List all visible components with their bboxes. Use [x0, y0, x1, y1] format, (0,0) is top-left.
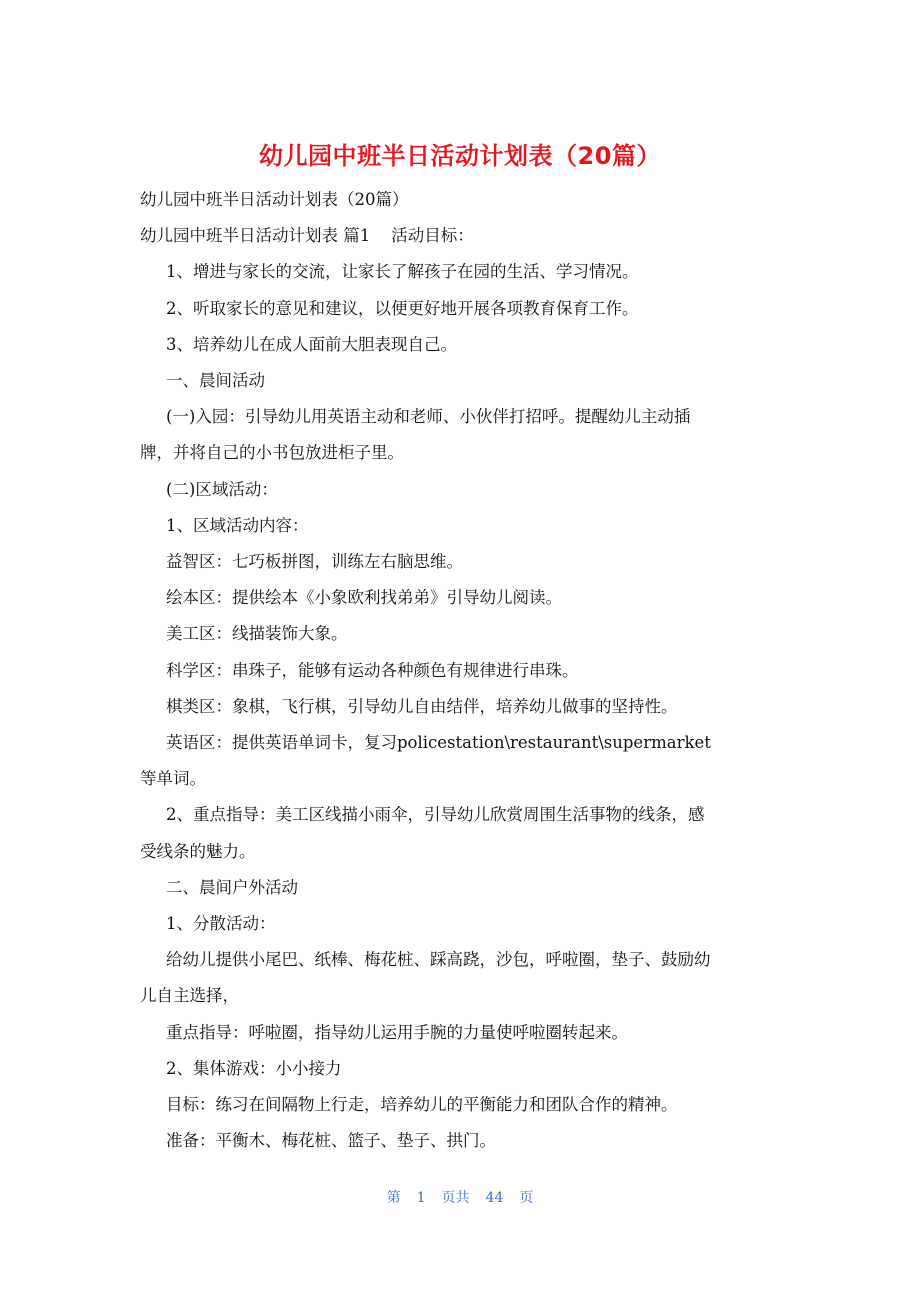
text-line: 幼儿园中班半日活动计划表 篇1 活动目标： — [140, 226, 474, 246]
text-line: 牌，并将自己的小书包放进柜子里。 — [140, 443, 404, 463]
text-line: 2、集体游戏：小小接力 — [166, 1058, 342, 1078]
text-line: 英语区：提供英语单词卡，复习policestation\restaurant\supermarket — [166, 733, 711, 753]
text-line: 重点指导：呼啦圈，指导幼儿运用手腕的力量使呼啦圈转起来。 — [166, 1022, 628, 1042]
text-line: 2、听取家长的意见和建议，以便更好地开展各项教育保育工作。 — [166, 298, 639, 318]
footer-prefix: 第 — [386, 1190, 401, 1206]
document-body — [140, 182, 780, 1159]
footer-middle: 页共 — [441, 1190, 470, 1206]
text-line: 1、区域活动内容： — [166, 515, 309, 535]
text-line: 儿自主选择， — [140, 986, 239, 1006]
text-line: 美工区：线描装饰大象。 — [166, 624, 348, 644]
text-line: 2、重点指导：美工区线描小雨伞，引导幼儿欣赏周围生活事物的线条，感 — [166, 805, 705, 825]
footer-suffix: 页 — [519, 1190, 534, 1206]
text-line: 3、培养幼儿在成人面前大胆表现自己。 — [166, 334, 457, 354]
text-line: 绘本区：提供绘本《小象欧利找弟弟》引导幼儿阅读。 — [166, 588, 562, 608]
footer-total-pages: 44 — [485, 1190, 504, 1206]
text-line: 目标：练习在间隔物上行走，培养幼儿的平衡能力和团队合作的精神。 — [166, 1095, 678, 1115]
text-line: 受线条的魅力。 — [140, 841, 256, 861]
document-title: 幼儿园中班半日活动计划表（20篇） — [259, 142, 661, 170]
page-footer — [0, 1186, 920, 1210]
text-line: 幼儿园中班半日活动计划表（20篇） — [140, 190, 409, 209]
text-line: 等单词。 — [140, 769, 206, 789]
text-line: 益智区：七巧板拼图，训练左右脑思维。 — [166, 552, 463, 572]
text-line: 1、增进与家长的交流，让家长了解孩子在园的生活、学习情况。 — [166, 262, 639, 282]
text-line: 科学区：串珠子，能够有运动各种颜色有规律进行串珠。 — [166, 660, 579, 680]
text-line: 棋类区：象棋，飞行棋，引导幼儿自由结伴，培养幼儿做事的坚持性。 — [166, 696, 678, 716]
text-line: 给幼儿提供小尾巴、纸棒、梅花桩、踩高跷，沙包，呼啦圈，垫子、鼓励幼 — [166, 950, 711, 970]
text-line: (二)区域活动： — [166, 479, 278, 499]
text-line: 二、晨间户外活动 — [166, 877, 298, 897]
text-line: 一、晨间活动 — [166, 371, 265, 391]
text-line: (一)入园：引导幼儿用英语主动和老师、小伙伴打招呼。提醒幼儿主动插 — [166, 407, 691, 427]
text-line: 准备：平衡木、梅花桩、篮子、垫子、拱门。 — [166, 1131, 496, 1151]
text-line: 1、分散活动： — [166, 914, 276, 934]
footer-page-number: 1 — [416, 1190, 426, 1206]
